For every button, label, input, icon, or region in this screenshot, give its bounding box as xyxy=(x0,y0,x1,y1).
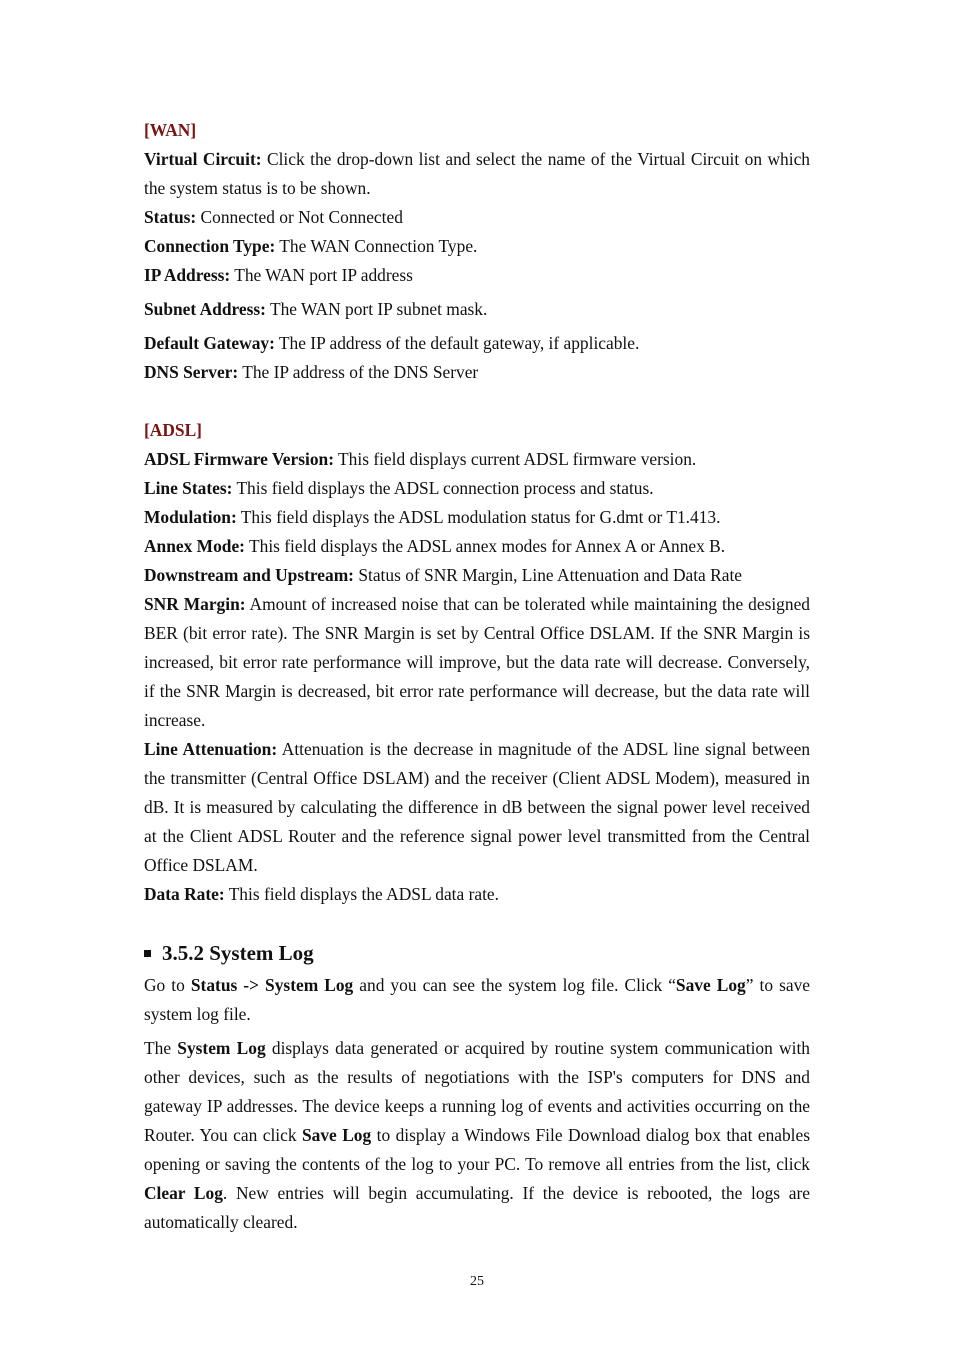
wan-ip-address: IP Address: The WAN port IP address xyxy=(144,265,413,285)
wan-heading: [WAN] xyxy=(144,120,197,140)
system-log-intro: Go to Status -> System Log and you can see the system log file. Click “Save Log” to save system log file. xyxy=(144,975,810,1024)
adsl-data-rate: Data Rate: This field displays the ADSL data rate. xyxy=(144,884,499,904)
wan-subnet-address: Subnet Address: The WAN port IP subnet mask. xyxy=(144,299,488,319)
page-number: 25 xyxy=(470,1274,484,1289)
system-log-description: The System Log displays data generated or acquired by routine system communication with other devices, such as the results of negotiations with the ISP's computers for DNS and gateway IP addresses. The device keeps a running log of events and activities occurring on the Router. You can click Save Log to display a Windows File Download dialog box that enables opening or saving the contents of the log to your PC. To remove all entries from the list, click Clear Log. New entries will begin accumulating. If the device is rebooted, the logs are automatically cleared. xyxy=(144,1038,810,1232)
wan-dns-server: DNS Server: The IP address of the DNS Server xyxy=(144,362,479,382)
wan-status: Status: Connected or Not Connected xyxy=(144,207,403,227)
document-page xyxy=(144,116,810,1237)
adsl-firmware-version: ADSL Firmware Version: This field displays current ADSL firmware version. xyxy=(144,449,697,469)
wan-default-gateway: Default Gateway: The IP address of the default gateway, if applicable. xyxy=(144,333,640,353)
adsl-downstream-upstream: Downstream and Upstream: Status of SNR Margin, Line Attenuation and Data Rate xyxy=(144,565,742,585)
wan-connection-type: Connection Type: The WAN Connection Type. xyxy=(144,236,478,256)
adsl-line-states: Line States: This field displays the ADSL connection process and status. xyxy=(144,478,654,498)
system-log-heading: 3.5.2 System Log xyxy=(144,937,810,969)
adsl-heading: [ADSL] xyxy=(144,420,202,440)
square-bullet-icon xyxy=(144,950,151,957)
adsl-annex-mode: Annex Mode: This field displays the ADSL annex modes for Annex A or Annex B. xyxy=(144,536,726,556)
adsl-snr-margin: SNR Margin: Amount of increased noise that can be tolerated while maintaining the designed BER (bit error rate). The SNR Margin is set by Central Office DSLAM. If the SNR Margin is increased, bit error rate performance will improve, but the data rate will decrease. Conversely, if the SNR Margin is decreased, bit error rate performance will decrease, but the data rate will increase. xyxy=(144,594,810,730)
adsl-modulation: Modulation: This field displays the ADSL modulation status for G.dmt or T1.413. xyxy=(144,507,721,527)
adsl-line-attenuation: Line Attenuation: Attenuation is the decrease in magnitude of the ADSL line signal between the transmitter (Central Office DSLAM) and the receiver (Client ADSL Modem), measured in dB. It is measured by calculating the difference in dB between the signal power level received at the Client ADSL Router and the reference signal power level transmitted from the Central Office DSLAM. xyxy=(144,739,811,875)
wan-virtual-circuit: Virtual Circuit: Click the drop-down list and select the name of the Virtual Circuit on which the system status is to be shown. xyxy=(144,149,810,198)
